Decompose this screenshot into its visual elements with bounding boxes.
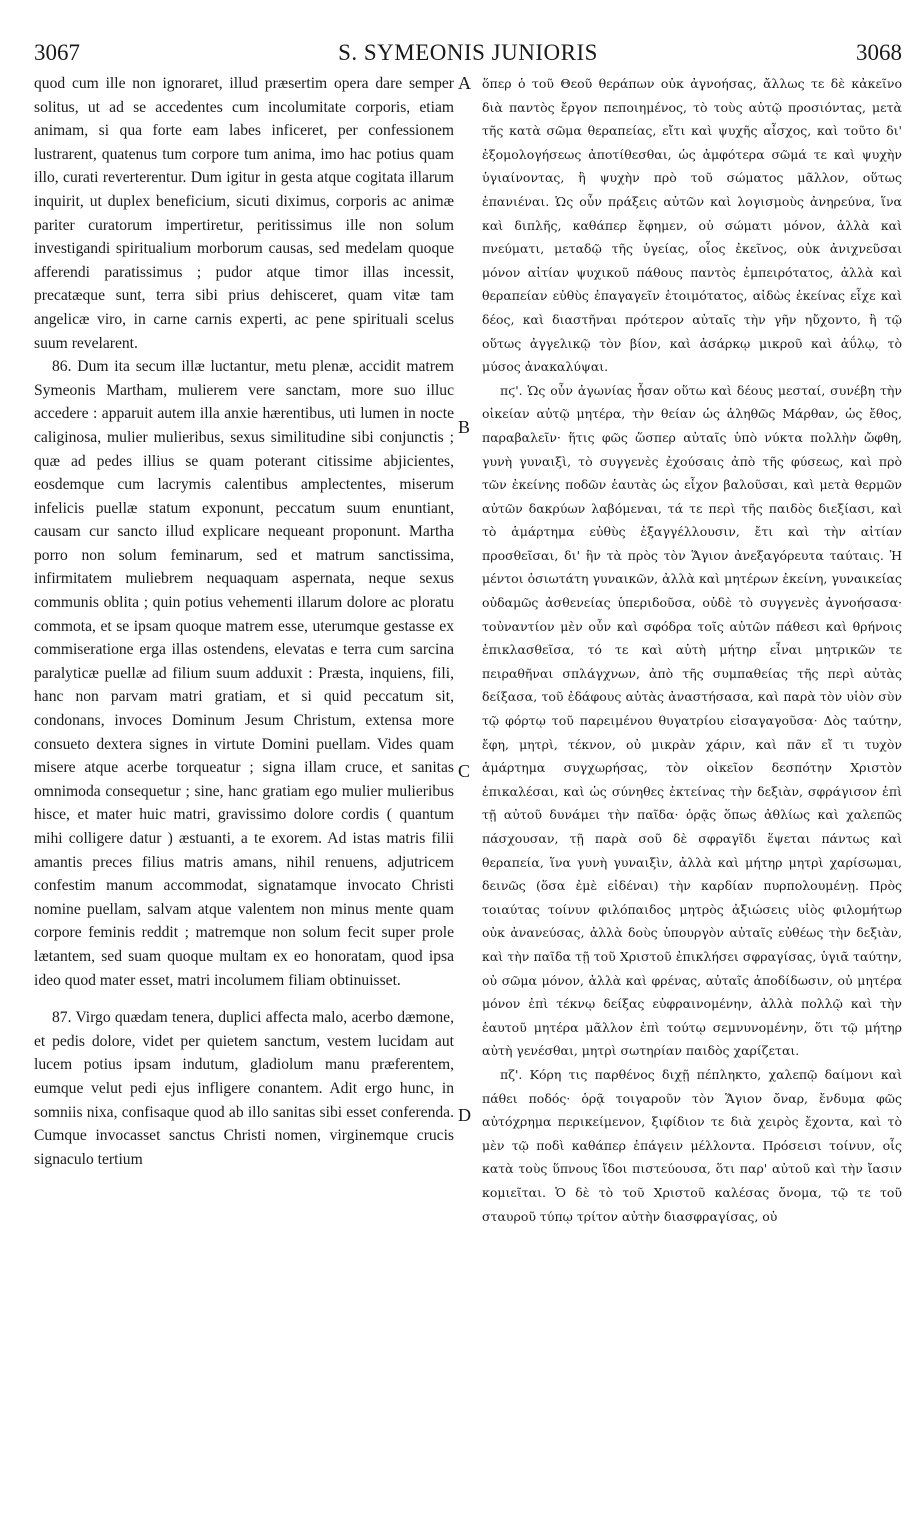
greek-paragraph-continuation: ὅπερ ὁ τοῦ Θεοῦ θεράπων οὐκ ἀγνοήσας, ἄλλως τε δὲ κἀκεῖνο διὰ παντὸς ἔργον πεποιημένος, τὸ τοὺς αὐτῷ προσιόντας, μετὰ τῆς κατὰ σῶμα θεραπείας, εἴτι καὶ ψυχῆς αἶσχος, καὶ τοῦτο δι' ἐξομολογήσεως ἀποτίθεσθαι, ὡς ἀμφότερα σῶμά τε καὶ ψυχὴν ὑγιαίνοντας, ἢ ψυχὴν πρὸ τοῦ σώματος μᾶλλον, οὕτως ἐπανιέναι. Ὡς οὖν πράξεις αὐτῶν καὶ λογισμοὺς ἀνηρεύνα, ἵνα καὶ διπλῆς, καθάπερ ἔφημεν, οὐ σώματι μόνον, ἀλλὰ καὶ πνεύματι, μεταδῷ τῆς ὑγείας, οἷος ἐκεῖνος, οὐκ ἀνιχνεῦσαι μόνον αἰτίαν ψυχικοῦ πάθους παντὸς ἐμπειρότατος, ἀλλὰ καὶ θεραπείαν εὐθὺς ἐπαγαγεῖν ἑτοιμότατος, αἰδὼς ἐκείνας εἶχε καὶ δέος, καὶ διαστῆναι πρότερον αὐταῖς τὴν γῆν ηὔχοντο, ἢ τῷ οὕτως ἀγγελικῷ τὸν βίον, καὶ ἀσάρκῳ μικροῦ καὶ ἀΰλῳ, τὸ μύσος ἀνακαλύψαι. [482, 76, 902, 375]
margin-marker-b: B [458, 417, 471, 437]
greek-column [482, 72, 902, 1228]
greek-paragraph-86: πϛ'. Ὡς οὖν ἀγωνίας ἦσαν οὕτω καὶ δέους μεσταί, συνέβη τὴν οἰκείαν αὐτῷ μητέρα, τὴν θείαν ὡς ἀληθῶς Μάρθαν, ὡς ἔθος, παραβαλεῖν· ἥτις φῶς ὥσπερ αὐταῖς ὑπὸ νύκτα πολλὴν ὤφθη, γυνὴ γυναιξὶ, τὸ συγγενὲς ἐχούσαις ἀπὸ τῆς φύσεως, καὶ πρὸ τῶν ἐκείνης ποδῶν ἑαυτὰς ὡς εἶχον βαλοῦσαι, καὶ μετὰ θερμῶν αὐτῶν δακρύων λαβόμεναι, τά τε περὶ τῆς παιδὸς διεξίασι, καὶ τὸ ἁμάρτημα εὐθὺς ἐξαγγέλλουσιν, ἔτι καὶ τὴν αἰτίαν προσθεῖσαι, δι' ἣν τὰ πρὸς τὸν Ἅγιον ἀνεξαγόρευτα ταύταις. Ἡ μέντοι ὁσιωτάτη γυναικῶν, ἀλλὰ καὶ μητέρων ἐκείνη, γυναικείας οὐδαμῶς ἀσθενείας ὑπεριδοῦσα, οὐδὲ τὸ συγγενὲς ἀγνοήσασα· τοὐναντίον μὲν οὖν καὶ σφόδρα τοῖς αὐτῶν πάθεσι καὶ θρήνοις ἐπικλασθεῖσα, τό τε καὶ αὐτὴ μήτηρ εἶναι μητρικῶν τε πειραθῆναι σπλάγχνων, ἀπὸ τῆς συμπαθείας τῆς περὶ αὐτὰς δείξασα, τοῦ ἐδάφους αὐτὰς ἀναστήσασα, καὶ παρὰ τὸν υἱὸν σὺν τῷ φόρτῳ τοῦ παρειμένου θυγατρίου εἰσαγαγοῦσα· Δὸς ταύτην, ἔφη, μητρὶ, τέκνον, οὐ μικρὰν χάριν, καὶ πᾶν εἴ τι τυχὸν ἁμάρτημα συγχωρήσας, τὸν οἰκεῖον δεσπότην Χριστὸν ἐπικαλέσαι, καὶ ὡς σύνηθες ἐκτείνας τὴν δεξιὰν, σφράγισον ἐπὶ τῇ αὐτοῦ δυνάμει τὴν παῖδα· ὁρᾷς ὅπως ἀθλίως καὶ χαλεπῶς πάσχουσαν, τῇ παρὰ σοῦ δὲ σφραγῖδι ἕψεται πάντως καὶ θεραπεία, ἵνα γυνὴ γυναιξὶν, ἀλλὰ καὶ μήτηρ μητρὶ χαρίσωμαι, δεινῶς (ὅσα ἐμὲ εἰδέναι) τὴν καρδίαν πυρπολουμένῃ. Πρὸς τοιαύτας τοίνυν φιλόπαιδος μητρὸς ἀξιώσεις υἱὸς φιλομήτωρ οὐκ ἀνανεύσας, ἀλλὰ δοὺς ὑπουργὸν αὐταῖς εὐθέως τὴν δεξιὰν, καὶ τὴν παῖδα τῇ τοῦ Χριστοῦ ἐπικλήσει σφραγίσας, ὑγιᾶ ταύτην, οὐ σῶμα μόνον, ἀλλὰ καὶ φρένας, αὐταῖς ἀποδίδωσιν, οὐ μητέρα μόνον ἐπὶ τέκνῳ δείξας εὐφραινομένην, ἀλλὰ πολλῷ καὶ τὴν ἑαυτοῦ μητέρα μᾶλλον ἐπὶ τούτῳ σεμνυνομένην, ὅτι τῷ μήτηρ αὐτὴ γενέσθαι, μητρὶ σωτηρίαν παιδὸς χαρίζεται. [482, 382, 902, 1059]
latin-paragraph-86: 86. Dum ita secum illæ luctantur, metu plenæ, accidit matrem Symeonis Martham, mulierem vere sanctam, more suo illuc accedere : apparuit autem illa anxie hærentibus, uti lumen in nocte caliginosa, mulier mulieribus, sexus similitudine sibi conjunctis ; quæ ad pedes illius se quam poterant citissime abjicientes, eosdemque cum lacrymis calentibus amplectentes, miserum infelicis puellæ statum exponunt, peccatum suum enuntiant, causam cur sancto illud explicare nequeant proponunt. Martha porro non solum feminarum, sed et matrum sanctissima, infirmitatem muliebrem nequaquam aspernata, neque sexus communis oblita ; quin potius vehementi illarum dolore ac ploratu commota, et se ipsam quoque matrem esse, uterumque gestasse ex commiseratione erga illas ostendens, elevatas e terra cum sarcina paralyticæ puellæ ad filium suum adduxit : Præsta, inquiens, fili, hanc non parvam matri gratiam, et si quid peccatum sit, condonans, invoces Dominum Jesum Christum, extensa more consueto dextera signes in virtute Domini puellam. Vides quam misere atque acerbe torqueatur ; signa illam cruce, et sanitas omnimoda consequetur ; sine, hanc gratiam ego mulier mulieribus hisce, et mater huic matri, gravissimo dolore cordis ( quantum mihi colligere datur ) æstuanti, a te exorem. Ad istas matris filii amantis preces filius matris amans, nihil renuens, adjutricem confestim manum accommodat, signatamque invocato Christi nomine puellam, salvam atque valentem non minus mente quam corpore feminis reddit ; matremque non solum fecit super prole lætantem, sed suam quoque multam ex eo honoratam, quod ipsa ideo quod mater esset, matri incolumem filiam obtinuisset. [34, 358, 454, 989]
left-page-number: 3067 [34, 40, 80, 65]
right-page-number: 3068 [856, 40, 902, 65]
margin-marker-d: D [458, 1105, 471, 1125]
margin-marker-c: C [458, 761, 471, 781]
running-title: S. SYMEONIS JUNIORIS [338, 40, 598, 65]
page-header [34, 40, 902, 68]
greek-paragraph-87: πζ'. Κόρη τις παρθένος διχῇ πέπληκτο, χαλεπῷ δαίμονι καὶ πάθει ποδός· ὁρᾷ τοιγαροῦν τὸν Ἅγιον ὄναρ, ἔνδυμα φῶς αὐτόχρημα περικείμενον, ξιφίδιον τε διὰ χειρὸς ἔχοντα, καὶ τὸ μὲν τῷ ποδὶ καθάπερ ἐπάγειν μέλλοντα. Πρόσεισι τοίνυν, οἷς κατὰ τοὺς ὕπνους ἴδοι πιστεύουσα, ὅτι παρ' αὐτοῦ καὶ τὴν ἴασιν κομιεῖται. Ὁ δὲ τὸ τοῦ Χριστοῦ καλέσας ὄνομα, τῷ τε τοῦ σταυροῦ τύπῳ τρίτον αὐτὴν διασφραγίσας, οὐ [482, 1066, 902, 1224]
latin-paragraph-continuation: quod cum ille non ignoraret, illud præsertim opera dare semper solitus, ut ad se accedentes cum incolumitate corporis, etiam animam, si qua forte eam labes inficeret, per confessionem lustrarent, quatenus tum corpore tum anima, imo hac potius quam illo, curati reverterentur. Dum igitur in gesta atque cogitata illarum inquirit, ut duplex beneficium, sicuti diximus, corporis ac animæ pariter curatorum impertiretur, peritissimus ille non solum investigandi spiritualium morborum causas, sed medelam quoque afferendi paratissimus ; pudor atque timor illas incessit, precatæque sunt, terra sibi prius dehisceret, quam vitæ tam angelicæ viro, in carne carnis experti, ac pene spirituali scelus suum revelarent. [34, 75, 454, 352]
latin-paragraph-87: 87. Virgo quædam tenera, duplici affecta malo, acerbo dæmone, et pedis dolore, videt per quietem sanctum, vestem lucidam aut lucem potius ipsam indutum, gladiolum manu præferentem, eumque velut pedi ejus infligere conantem. Adit ergo hunc, in somniis nixa, confisaque quod ab illo sanitas sibi esset conferenda. Cumque invocasset sanctus Christi nomen, virginemque crucis signaculo tertium [34, 1009, 454, 1168]
margin-marker-a: A [458, 73, 471, 93]
latin-column [34, 72, 454, 1171]
